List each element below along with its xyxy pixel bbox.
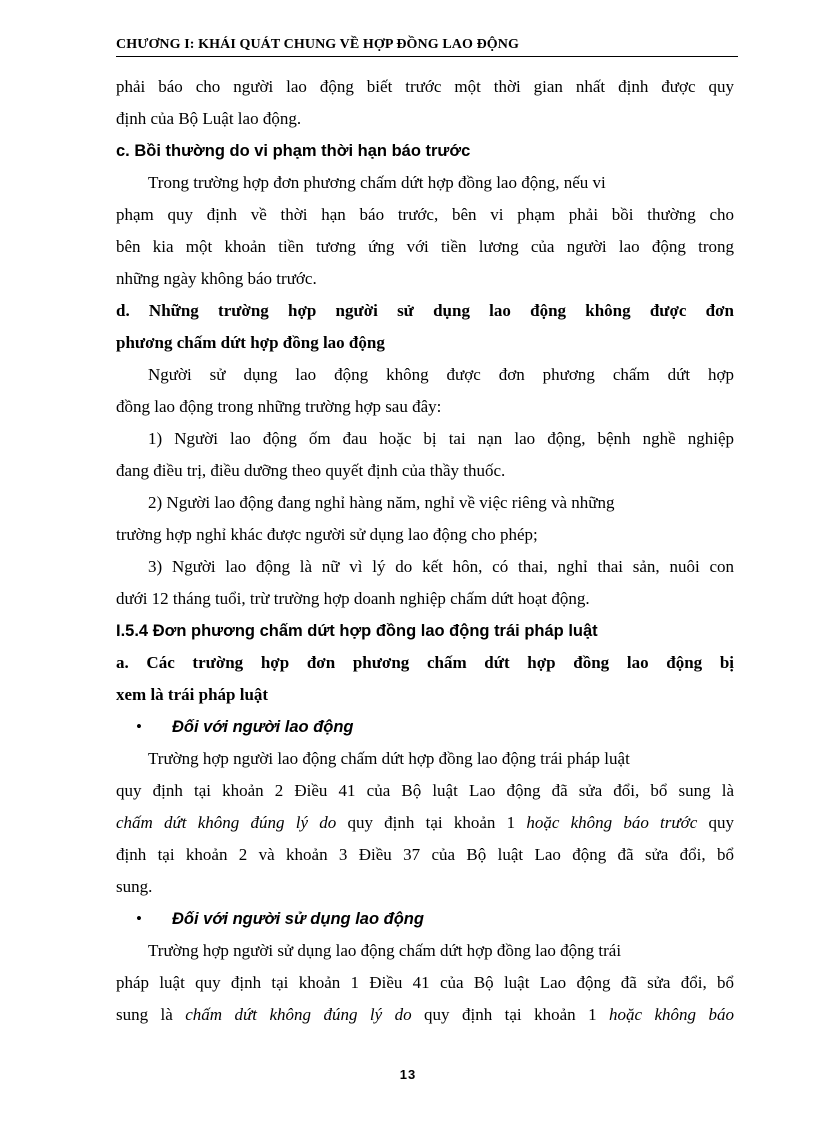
section-heading-i54: I.5.4 Đơn phương chấm dứt hợp đồng lao động trái pháp luật — [116, 622, 598, 640]
text-span: sung là — [116, 1005, 186, 1024]
text-span: quy định tại khoản 1 — [411, 1005, 610, 1024]
list-item-1-cont: đang điều trị, điều dưỡng theo quyết định của thầy thuốc. — [116, 461, 506, 480]
italic-phrase: chấm dứt không đúng lý do — [116, 813, 337, 832]
paragraph-line: pháp luật quy định tại khoản 1 Điều 41 của Bộ luật Lao động đã sửa đổi, bổ — [116, 973, 734, 992]
paragraph-line: Trường hợp người lao động chấm dứt hợp đồng lao động trái pháp luật — [148, 749, 630, 768]
page-number: 13 — [399, 1067, 417, 1082]
paragraph-line: định tại khoản 2 và khoản 3 Điều 37 của Bộ luật Lao động đã sửa đổi, bổ — [116, 845, 734, 864]
paragraph-line: bên kia một khoản tiền tương ứng với tiền lương của người lao động trong — [116, 237, 734, 256]
section-heading-d: d. Những trường hợp người sử dụng lao động không được đơn — [116, 301, 734, 320]
paragraph-line: Trong trường hợp đơn phương chấm dứt hợp đồng lao động, nếu vi — [148, 173, 606, 192]
section-heading-a-cont: xem là trái pháp luật — [116, 685, 269, 704]
list-item-3: 3) Người lao động là nữ vì lý do kết hôn, có thai, nghỉ thai sản, nuôi con — [148, 557, 734, 576]
bullet-label: Đối với người sử dụng lao động — [172, 910, 424, 928]
chapter-header: CHƯƠNG I: KHÁI QUÁT CHUNG VỀ HỢP ĐỒNG LAO ĐỘNG — [116, 37, 738, 57]
italic-phrase: hoặc không báo trước — [526, 813, 698, 832]
paragraph-line: đồng lao động trong những trường hợp sau đây: — [116, 397, 442, 416]
bullet-icon: • — [136, 909, 142, 928]
paragraph-line: phạm quy định về thời hạn báo trước, bên vi phạm phải bồi thường cho — [116, 205, 734, 224]
italic-phrase: hoặc không báo — [609, 1005, 734, 1024]
paragraph-line — [116, 999, 734, 1031]
section-heading-d-cont: phương chấm dứt hợp đồng lao động — [116, 333, 385, 352]
paragraph-line — [116, 807, 734, 839]
list-item-3-cont: dưới 12 tháng tuổi, trừ trường hợp doanh nghiệp chấm dứt hoạt động. — [116, 589, 590, 608]
paragraph-line: Người sử dụng lao động không được đơn phương chấm dứt hợp — [148, 365, 734, 384]
paragraph-line: sung. — [116, 877, 153, 896]
italic-phrase: chấm dứt không đúng lý do — [185, 1005, 412, 1024]
paragraph-line: quy định tại khoản 2 Điều 41 của Bộ luật Lao động đã sửa đổi, bổ sung là — [116, 781, 734, 800]
text-span: quy định tại khoản 1 — [336, 813, 527, 832]
list-item-2-cont: trường hợp nghỉ khác được người sử dụng lao động cho phép; — [116, 525, 538, 544]
bullet-item-employer — [116, 903, 734, 935]
bullet-label: Đối với người lao động — [172, 718, 354, 736]
paragraph-line: định của Bộ Luật lao động. — [116, 109, 302, 128]
bullet-icon: • — [136, 717, 142, 736]
text-span: quy — [697, 813, 735, 832]
section-heading-c: c. Bồi thường do vi phạm thời hạn báo trước — [116, 142, 471, 160]
paragraph-line: phải báo cho người lao động biết trước một thời gian nhất định được quy — [116, 77, 734, 96]
paragraph-line: Trường hợp người sử dụng lao động chấm dứt hợp đồng lao động trái — [148, 941, 622, 960]
section-heading-a: a. Các trường hợp đơn phương chấm dứt hợp đồng lao động bị — [116, 653, 734, 672]
bullet-item-employee — [116, 711, 734, 743]
paragraph-line: những ngày không báo trước. — [116, 269, 317, 288]
page-body — [116, 71, 734, 1031]
list-item-2: 2) Người lao động đang nghỉ hàng năm, nghỉ về việc riêng và những — [148, 493, 615, 512]
list-item-1: 1) Người lao động ốm đau hoặc bị tai nạn lao động, bệnh nghề nghiệp — [148, 429, 734, 448]
